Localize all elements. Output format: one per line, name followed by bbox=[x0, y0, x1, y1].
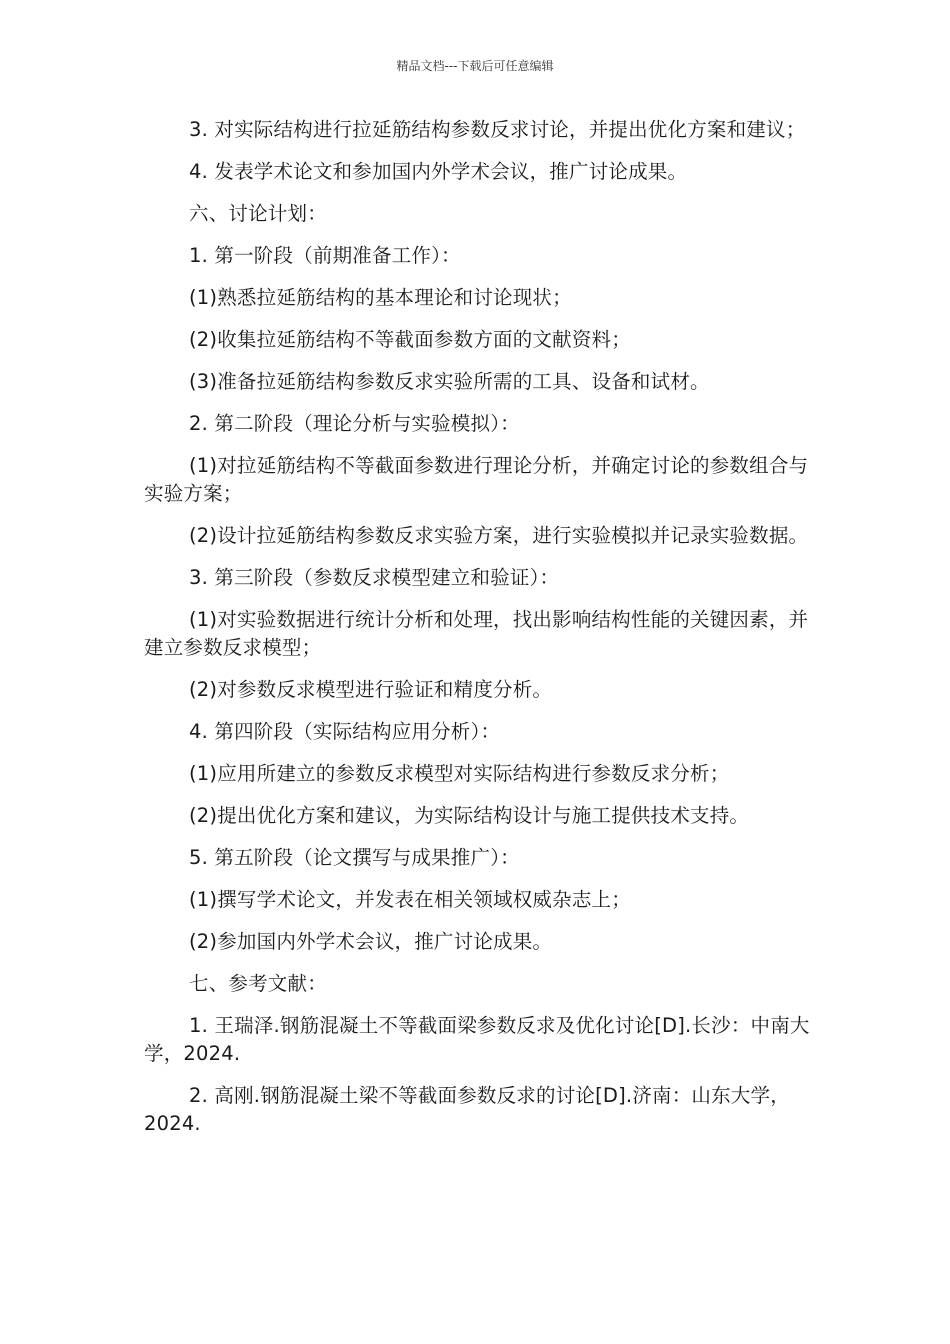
list-item: (2)对参数反求模型进行验证和精度分析。 bbox=[189, 678, 553, 701]
stage-heading: 5. 第五阶段（论文撰写与成果推广）： bbox=[189, 846, 520, 869]
list-item: (1)熟悉拉延筋结构的基本理论和讨论现状； bbox=[189, 286, 572, 309]
paragraph: 3. 对实际结构进行拉延筋结构参数反求讨论，并提出优化方案和建议； bbox=[189, 118, 806, 141]
stage-heading: 1. 第一阶段（前期准备工作）： bbox=[189, 244, 461, 267]
stage-heading: 3. 第三阶段（参数反求模型建立和验证）： bbox=[189, 566, 560, 589]
list-item: (3)准备拉延筋结构参数反求实验所需的工具、设备和试材。 bbox=[189, 370, 710, 393]
list-item: (2)参加国内外学术会议，推广讨论成果。 bbox=[189, 930, 553, 953]
list-item: (2)提出优化方案和建议，为实际结构设计与施工提供技术支持。 bbox=[189, 804, 750, 827]
page-header: 精品文档---下载后可任意编辑 bbox=[396, 59, 554, 73]
stage-heading: 2. 第二阶段（理论分析与实验模拟）： bbox=[189, 412, 520, 435]
section-heading: 七、参考文献： bbox=[189, 972, 327, 995]
list-item: (1)对拉延筋结构不等截面参数进行理论分析，并确定讨论的参数组合与实验方案； bbox=[144, 454, 809, 505]
list-item: (1)对实验数据进行统计分析和处理，找出影响结构性能的关键因素，并建立参数反求模型； bbox=[144, 608, 809, 659]
reference-item: 2. 高刚.钢筋混凝土梁不等截面参数反求的讨论[D].济南：山东大学，2024. bbox=[144, 1084, 790, 1135]
list-item: (2)收集拉延筋结构不等截面参数方面的文献资料； bbox=[189, 328, 631, 351]
list-item: (1)应用所建立的参数反求模型对实际结构进行参数反求分析； bbox=[189, 762, 730, 785]
section-heading: 六、讨论计划： bbox=[189, 202, 327, 225]
list-item: (2)设计拉延筋结构参数反求实验方案，进行实验模拟并记录实验数据。 bbox=[189, 524, 809, 547]
paragraph: 4. 发表学术论文和参加国内外学术会议，推广讨论成果。 bbox=[189, 160, 688, 183]
list-item: (1)撰写学术论文，并发表在相关领域权威杂志上； bbox=[189, 888, 631, 911]
document-body bbox=[144, 116, 814, 1152]
stage-heading: 4. 第四阶段（实际结构应用分析）： bbox=[189, 720, 501, 743]
reference-item: 1. 王瑞泽.钢筋混凝土不等截面梁参数反求及优化讨论[D].长沙：中南大学，2024. bbox=[144, 1014, 810, 1065]
